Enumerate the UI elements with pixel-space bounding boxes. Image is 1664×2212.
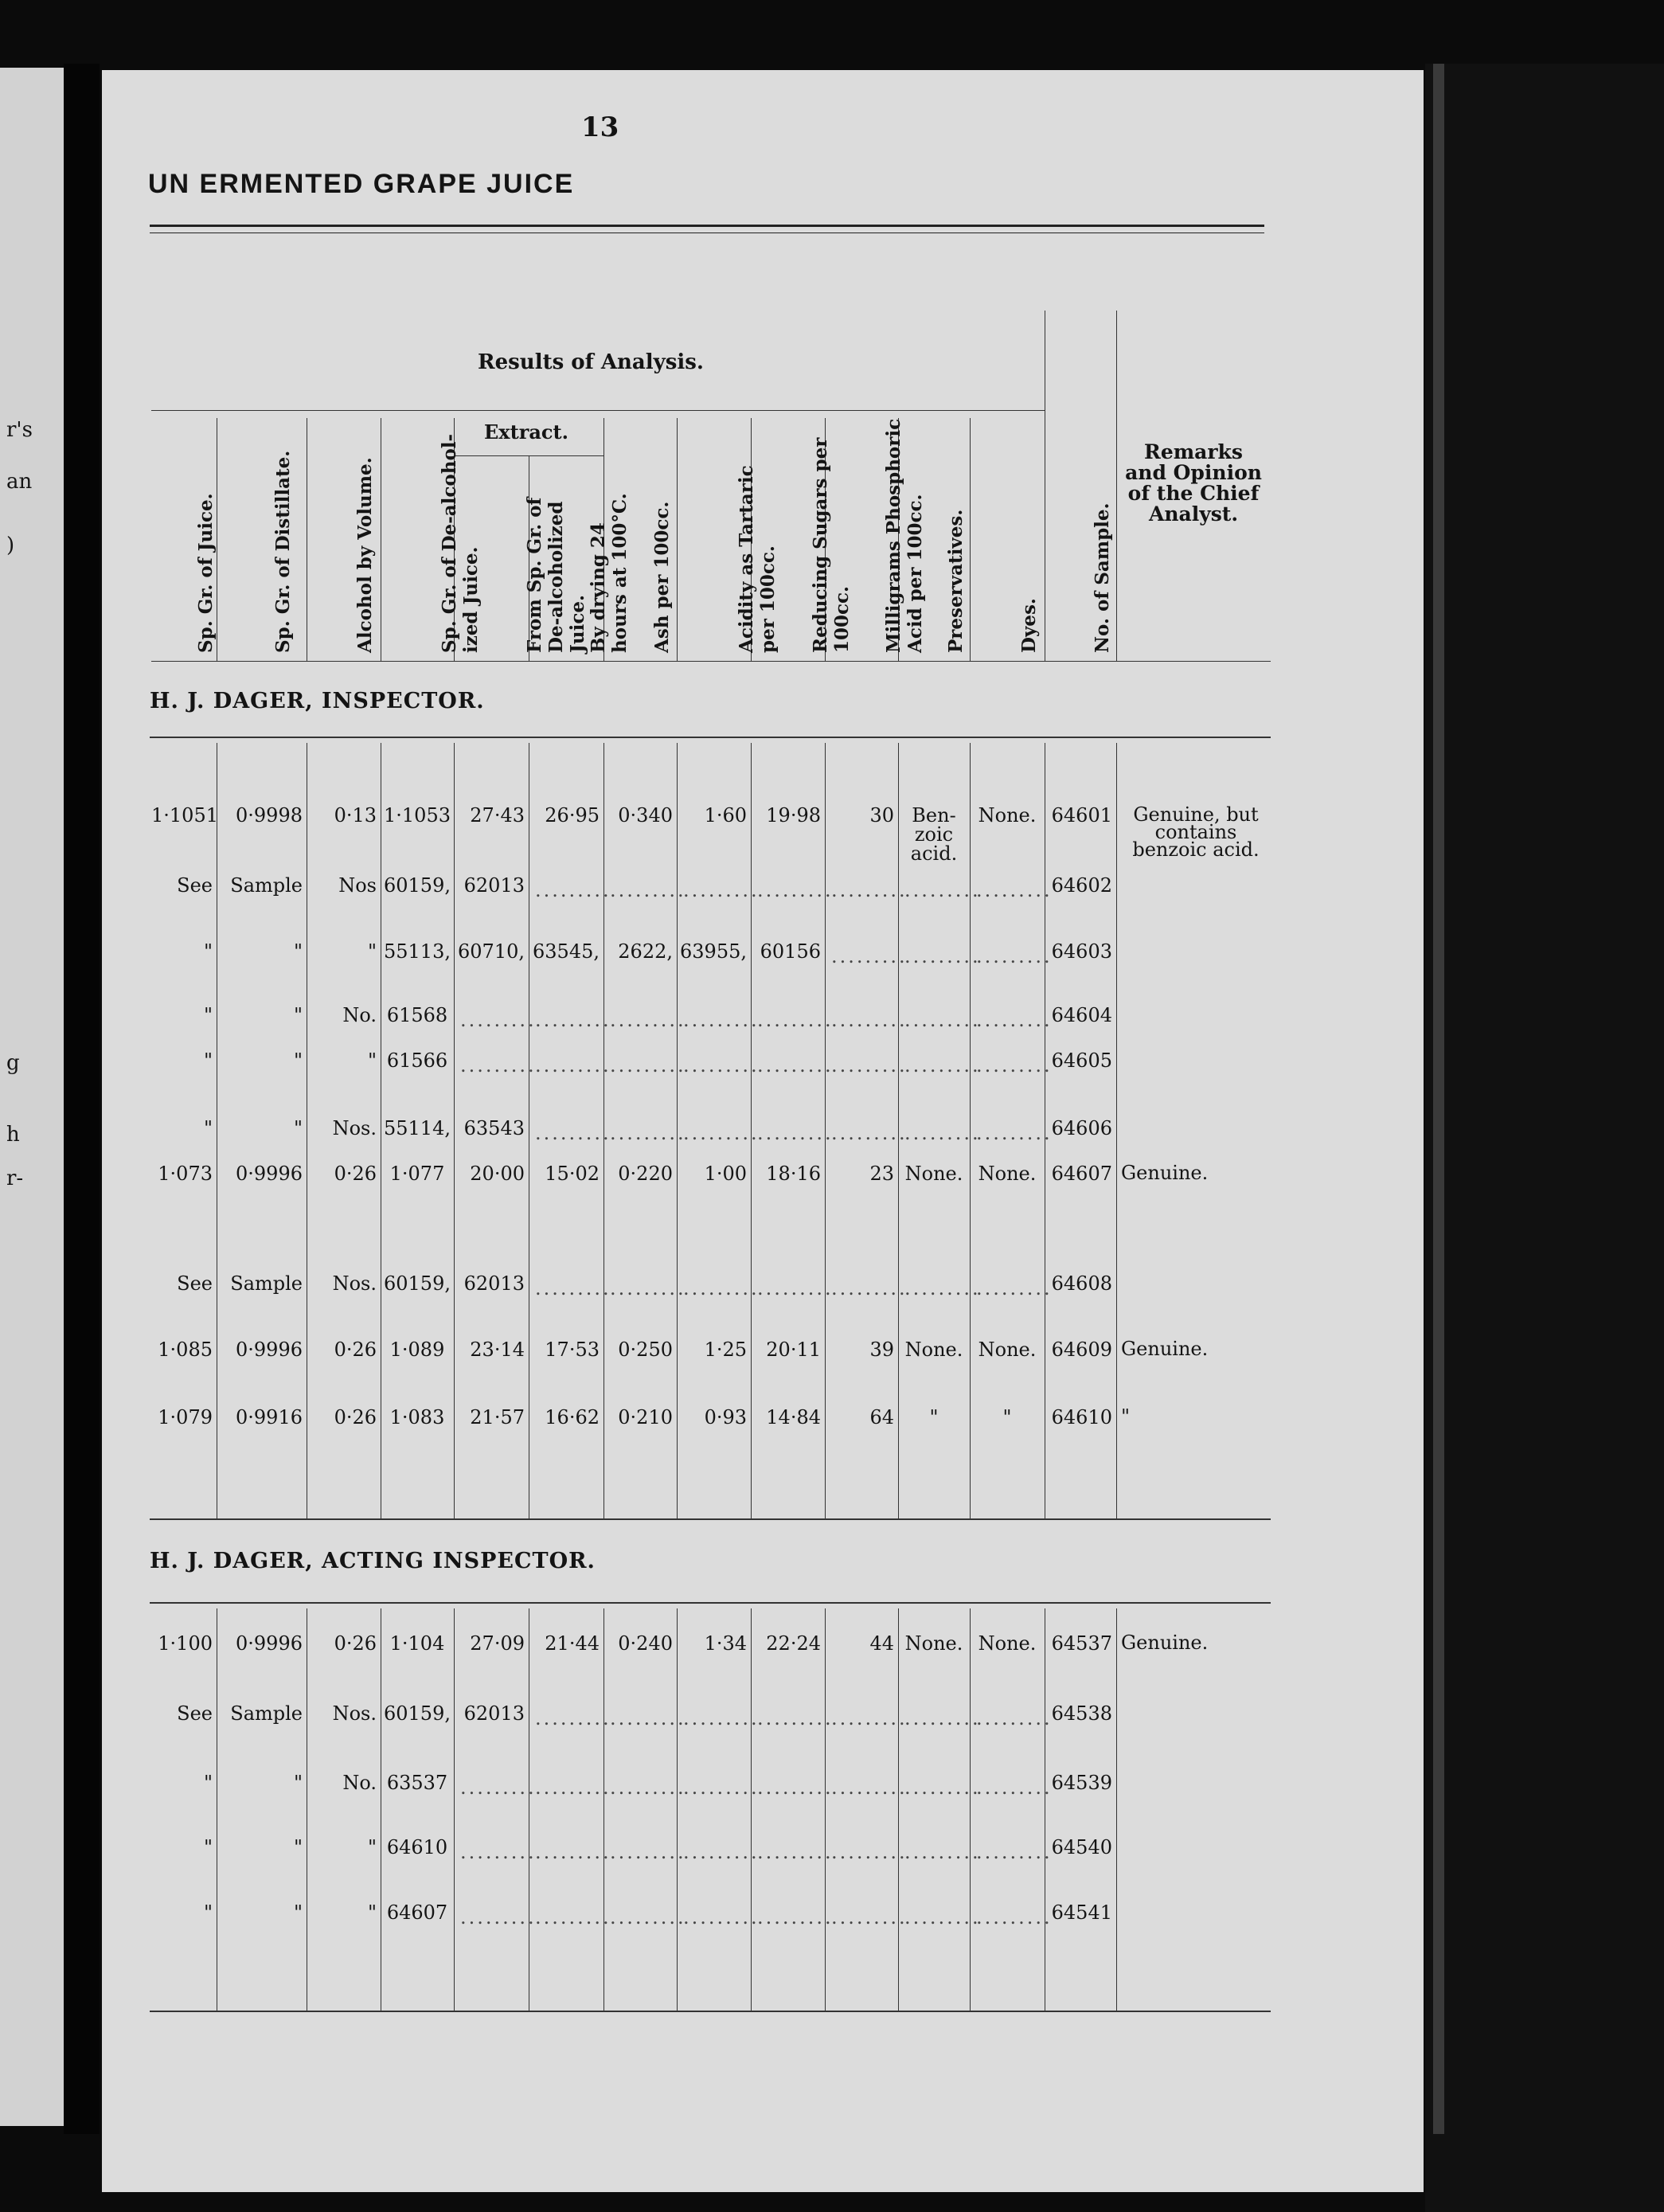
leader-dots: .........	[610, 1277, 686, 1299]
table-cell: 27·09	[470, 1632, 525, 1655]
leader-dots: .........	[683, 1277, 760, 1299]
leader-dots: .........	[535, 1009, 611, 1031]
leader-dots: .........	[976, 1707, 1053, 1729]
table-cell: 0·93	[704, 1406, 747, 1428]
table-cell: 1·077	[389, 1163, 445, 1185]
table-cell: 60156	[760, 940, 821, 963]
table-cell: None.	[904, 1163, 963, 1185]
leader-dots: .........	[831, 1277, 908, 1299]
table-cell: 0·9996	[236, 1339, 303, 1361]
table-cell: "	[367, 1049, 377, 1072]
table-cell: 26·95	[545, 804, 600, 827]
table-cell: 64610	[1051, 1406, 1112, 1428]
table-cell: 1·1051	[151, 804, 218, 827]
leader-dots: .........	[683, 1009, 760, 1031]
header-bottom-rule	[151, 661, 1271, 662]
table-cell: 64606	[1051, 1117, 1112, 1139]
leader-dots: .........	[831, 1841, 908, 1863]
leader-dots: .........	[904, 1707, 981, 1729]
leader-dots: .........	[904, 1841, 981, 1863]
table-cell: 62013	[463, 1272, 525, 1295]
table-cell: None.	[904, 1632, 963, 1655]
table-cell: 1·60	[704, 804, 747, 827]
table-cell: 60710,	[458, 940, 525, 963]
leader-dots: .........	[610, 1707, 686, 1729]
table-cell: 60159,	[384, 1702, 451, 1725]
extract-heading: Extract.	[484, 420, 568, 444]
table-cell: 1·1053	[384, 804, 451, 827]
column-divider	[677, 418, 678, 661]
column-header: Reducing Sugars per 100cc.	[809, 437, 853, 653]
table-cell: 64603	[1051, 940, 1112, 963]
column-header: Sp. Gr. of De-alcohol- ized Juice.	[439, 433, 482, 653]
column-divider	[1116, 1608, 1117, 2011]
table-cell: 18·16	[766, 1163, 821, 1185]
section-bottom-rule	[150, 2011, 1271, 2012]
table-cell: None.	[978, 1632, 1037, 1655]
table-cell: 1·100	[158, 1632, 213, 1655]
leader-dots: .........	[831, 1054, 908, 1077]
leader-dots: .........	[683, 1707, 760, 1729]
table-cell: 62013	[463, 874, 525, 897]
leader-dots: .........	[610, 1054, 686, 1077]
table-cell: 0·250	[618, 1339, 673, 1361]
column-header: From Sp. Gr. of De-alcoholized Juice.	[523, 497, 588, 653]
table-cell: "	[1002, 1406, 1012, 1428]
leader-dots: .........	[904, 1122, 981, 1144]
table-cell: 64607	[386, 1901, 448, 1924]
table-cell: 63955,	[680, 940, 747, 963]
leader-dots: .........	[904, 1009, 981, 1031]
leader-dots: .........	[535, 1841, 611, 1863]
leader-dots: .........	[460, 1009, 537, 1031]
leader-dots: .........	[683, 1122, 760, 1144]
column-header: Sp. Gr. of Distillate.	[272, 450, 294, 653]
table-cell: 64	[869, 1406, 894, 1428]
table-cell: 1·25	[704, 1339, 747, 1361]
table-cell: 1·00	[704, 1163, 747, 1185]
column-divider	[825, 1608, 826, 2011]
left-page-fragment: g	[6, 1051, 20, 1075]
leader-dots: .........	[831, 879, 908, 901]
table-cell: 21·44	[545, 1632, 600, 1655]
leader-dots: .........	[535, 1707, 611, 1729]
table-cell: Sample	[230, 1702, 303, 1725]
table-cell: 63543	[463, 1117, 525, 1139]
leader-dots: .........	[535, 1054, 611, 1077]
leader-dots: .........	[683, 1776, 760, 1799]
table-cell: 0·240	[618, 1632, 673, 1655]
column-header: By drying 24 hours at 100°C.	[588, 493, 631, 653]
remark-cell: "	[1121, 1405, 1131, 1428]
remark-cell: Genuine, but contains benzoic acid.	[1132, 803, 1260, 861]
table-cell: 23	[869, 1163, 894, 1185]
table-cell: "	[929, 1406, 939, 1428]
table-cell: 0·340	[618, 804, 673, 827]
table-cell: 22·24	[766, 1632, 821, 1655]
leader-dots: .........	[904, 945, 981, 967]
table-cell: 64605	[1051, 1049, 1112, 1072]
column-divider	[751, 1608, 752, 2011]
leader-dots: .........	[610, 1906, 686, 1929]
table-cell: 64610	[386, 1836, 448, 1858]
table-cell: "	[293, 940, 303, 963]
column-header: Alcohol by Volume.	[354, 457, 376, 653]
table-cell: 0·26	[334, 1632, 377, 1655]
table-cell: 63537	[386, 1772, 448, 1794]
table-cell: See	[177, 874, 213, 897]
table-cell: 55114,	[384, 1117, 451, 1139]
leader-dots: .........	[460, 1054, 537, 1077]
table-cell: 14·84	[766, 1406, 821, 1428]
column-divider	[454, 1608, 455, 2011]
leader-dots: .........	[460, 1776, 537, 1799]
table-cell: "	[293, 1117, 303, 1139]
column-header: Sp. Gr. of Juice.	[194, 493, 217, 653]
leader-dots: .........	[976, 1277, 1053, 1299]
column-divider	[970, 418, 971, 661]
leader-dots: .........	[757, 1122, 834, 1144]
column-divider	[1116, 743, 1117, 1518]
table-cell: 30	[869, 804, 894, 827]
table-cell: "	[293, 1004, 303, 1026]
leader-dots: .........	[757, 1906, 834, 1929]
table-cell: 23·14	[470, 1339, 525, 1361]
table-cell: 39	[869, 1339, 894, 1361]
table-cell: 1·085	[158, 1339, 213, 1361]
table-cell: Ben- zoic acid.	[910, 804, 958, 865]
right-page-edge	[1425, 64, 1664, 2212]
leader-dots: .........	[976, 879, 1053, 901]
table-cell: 64538	[1051, 1702, 1112, 1725]
table-cell: 0·220	[618, 1163, 673, 1185]
section-rule	[150, 737, 1271, 738]
table-cell: 0·9996	[236, 1163, 303, 1185]
left-page-fragment: an	[6, 470, 33, 494]
remark-cell: Genuine.	[1121, 1162, 1209, 1184]
table-cell: "	[203, 1117, 213, 1139]
leader-dots: .........	[757, 879, 834, 901]
table-cell: 1·104	[389, 1632, 445, 1655]
column-header: Ash per 100cc.	[650, 501, 673, 653]
table-cell: 44	[869, 1632, 894, 1655]
top-rule	[150, 225, 1264, 227]
leader-dots: .........	[831, 1009, 908, 1031]
table-cell: 64601	[1051, 804, 1112, 827]
table-cell: "	[293, 1836, 303, 1858]
table-cell: 64608	[1051, 1272, 1112, 1295]
leader-dots: .........	[757, 1009, 834, 1031]
column-divider	[970, 1608, 971, 2011]
table-cell: 64602	[1051, 874, 1112, 897]
table-cell: 0·26	[334, 1406, 377, 1428]
table-cell: 1·083	[389, 1406, 445, 1428]
table-cell: 64609	[1051, 1339, 1112, 1361]
leader-dots: .........	[976, 945, 1053, 967]
leader-dots: .........	[683, 879, 760, 901]
leader-dots: .........	[976, 1009, 1053, 1031]
leader-dots: .........	[535, 1277, 611, 1299]
table-cell: 17·53	[545, 1339, 600, 1361]
table-cell: "	[203, 1901, 213, 1924]
leader-dots: .........	[904, 1776, 981, 1799]
column-header: Dyes.	[1018, 598, 1040, 653]
leader-dots: .........	[610, 1776, 686, 1799]
table-cell: "	[367, 940, 377, 963]
table-cell: 20·00	[470, 1163, 525, 1185]
page-title: UN ERMENTED GRAPE JUICE	[148, 169, 575, 199]
results-rule	[151, 410, 1045, 411]
leader-dots: .........	[683, 1841, 760, 1863]
remark-cell: Genuine.	[1121, 1338, 1209, 1360]
table-cell: "	[367, 1836, 377, 1858]
table-cell: 20·11	[766, 1339, 821, 1361]
table-cell: 64607	[1051, 1163, 1112, 1185]
leader-dots: .........	[831, 1707, 908, 1729]
section-bottom-rule	[150, 1518, 1271, 1520]
table-cell: 64537	[1051, 1632, 1112, 1655]
table-cell: 61566	[386, 1049, 448, 1072]
column-divider	[603, 1608, 604, 2011]
table-cell: 0·26	[334, 1339, 377, 1361]
leader-dots: .........	[904, 879, 981, 901]
table-cell: None.	[904, 1339, 963, 1361]
leader-dots: .........	[610, 1841, 686, 1863]
leader-dots: .........	[683, 1054, 760, 1077]
left-page-fragment: r-	[6, 1167, 24, 1190]
table-cell: "	[367, 1901, 377, 1924]
section-heading: H. J. DAGER, INSPECTOR.	[150, 689, 485, 713]
table-cell: 0·9996	[236, 1632, 303, 1655]
remarks-header: Remarks and Opinion of the Chief Analyst.	[1125, 440, 1262, 526]
leader-dots: .........	[831, 1122, 908, 1144]
table-cell: 1·089	[389, 1339, 445, 1361]
leader-dots: .........	[535, 1122, 611, 1144]
table-cell: 27·43	[470, 804, 525, 827]
table-cell: Sample	[230, 874, 303, 897]
table-cell: 64539	[1051, 1772, 1112, 1794]
table-cell: 60159,	[384, 1272, 451, 1295]
table-cell: 0·210	[618, 1406, 673, 1428]
table-cell: 0·9998	[236, 804, 303, 827]
column-header: No. of Sample.	[1091, 502, 1113, 653]
table-cell: 0·13	[334, 804, 377, 827]
leader-dots: .........	[831, 945, 908, 967]
table-cell: 63545,	[533, 940, 600, 963]
table-cell: 64604	[1051, 1004, 1112, 1026]
leader-dots: .........	[460, 1841, 537, 1863]
left-page-edge	[0, 68, 64, 2126]
table-cell: See	[177, 1702, 213, 1725]
column-header: Preservatives.	[944, 509, 967, 653]
leader-dots: .........	[757, 1707, 834, 1729]
column-header: Milligrams Phosphoric Acid per 100cc.	[883, 418, 926, 653]
table-cell: 1·073	[158, 1163, 213, 1185]
table-cell: 0·26	[334, 1163, 377, 1185]
section-rule	[150, 1602, 1271, 1604]
table-cell: 62013	[463, 1702, 525, 1725]
table-cell: "	[293, 1901, 303, 1924]
remark-cell: Genuine.	[1121, 1632, 1209, 1654]
left-page-fragment: h	[6, 1123, 20, 1147]
table-cell: 16·62	[545, 1406, 600, 1428]
leader-dots: .........	[460, 1906, 537, 1929]
leader-dots: .........	[757, 1776, 834, 1799]
leader-dots: .........	[535, 1776, 611, 1799]
leader-dots: .........	[976, 1054, 1053, 1077]
table-cell: Nos.	[332, 1702, 377, 1725]
leader-dots: .........	[610, 879, 686, 901]
table-cell: 15·02	[545, 1163, 600, 1185]
table-cell: 0·9916	[236, 1406, 303, 1428]
book-gutter	[64, 64, 100, 2134]
leader-dots: .........	[535, 1906, 611, 1929]
table-cell: 1·34	[704, 1632, 747, 1655]
leader-dots: .........	[976, 1122, 1053, 1144]
table-cell: 64540	[1051, 1836, 1112, 1858]
table-cell: "	[203, 1772, 213, 1794]
leader-dots: .........	[976, 1776, 1053, 1799]
table-cell: 55113,	[384, 940, 451, 963]
leader-dots: .........	[683, 1906, 760, 1929]
leader-dots: .........	[904, 1906, 981, 1929]
leader-dots: .........	[976, 1841, 1053, 1863]
left-page-fragment: r's	[6, 418, 33, 442]
table-cell: See	[177, 1272, 213, 1295]
leader-dots: .........	[535, 879, 611, 901]
left-page-fragment: )	[6, 533, 15, 557]
column-divider	[898, 1608, 899, 2011]
table-cell: No.	[342, 1004, 377, 1026]
table-cell: "	[203, 1004, 213, 1026]
leader-dots: .........	[610, 1009, 686, 1031]
leader-dots: .........	[757, 1054, 834, 1077]
table-cell: Nos.	[332, 1272, 377, 1295]
table-cell: 61568	[386, 1004, 448, 1026]
table-cell: None.	[978, 804, 1037, 827]
leader-dots: .........	[904, 1054, 981, 1077]
table-cell: Nos	[338, 874, 377, 897]
leader-dots: .........	[976, 1906, 1053, 1929]
section-heading: H. J. DAGER, ACTING INSPECTOR.	[150, 1549, 596, 1573]
leader-dots: .........	[757, 1277, 834, 1299]
table-cell: "	[203, 1049, 213, 1072]
leader-dots: .........	[831, 1906, 908, 1929]
table-cell: "	[203, 940, 213, 963]
column-header: Acidity as Tartaric per 100cc.	[735, 465, 779, 653]
table-cell: Sample	[230, 1272, 303, 1295]
leader-dots: .........	[610, 1122, 686, 1144]
table-cell: 19·98	[766, 804, 821, 827]
leader-dots: .........	[904, 1277, 981, 1299]
table-cell: "	[203, 1836, 213, 1858]
table-cell: 1·079	[158, 1406, 213, 1428]
table-cell: No.	[342, 1772, 377, 1794]
table-cell: 64541	[1051, 1901, 1112, 1924]
results-of-analysis-heading: Results of Analysis.	[478, 350, 704, 374]
table-cell: None.	[978, 1339, 1037, 1361]
table-cell: 2622,	[618, 940, 673, 963]
table-cell: "	[293, 1772, 303, 1794]
table-cell: 21·57	[470, 1406, 525, 1428]
table-cell: 60159,	[384, 874, 451, 897]
page-number: 13	[581, 111, 619, 143]
leader-dots: .........	[831, 1776, 908, 1799]
table-cell: "	[293, 1049, 303, 1072]
table-cell: None.	[978, 1163, 1037, 1185]
column-divider	[677, 1608, 678, 2011]
leader-dots: .........	[757, 1841, 834, 1863]
table-cell: Nos.	[332, 1117, 377, 1139]
